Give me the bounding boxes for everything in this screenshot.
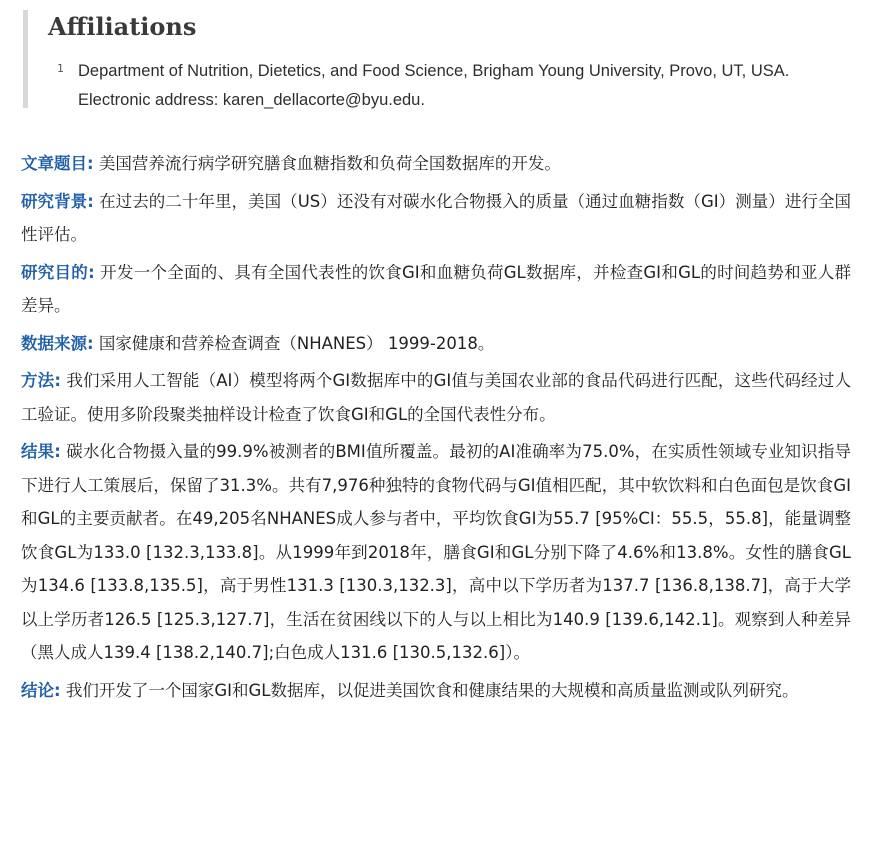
background-label: 研究背景: bbox=[21, 191, 94, 211]
title-paragraph bbox=[21, 147, 851, 181]
data-source-paragraph bbox=[21, 327, 851, 361]
objective-text: 开发一个全面的、具有全国代表性的饮食GI和血糖负荷GL数据库，并检查GI和GL的时间趋势和亚人群差异。 bbox=[21, 262, 851, 315]
objective-paragraph bbox=[21, 256, 851, 323]
results-text: 碳水化合物摄入量的99.9%被测者的BMI值所覆盖。最初的AI准确率为75.0%，在实质性领域专业知识指导下进行人工策展后，保留了31.3%。共有7,976种独特的食物代码与GI值相匹配，其中软饮料和白色面包是饮食GI和GL的主要贡献者。在49,205名NHANES成人参与者中，平均饮食GI为55.7 [95%CI：55.5，55.8]，能量调整饮食GL为133.0 [132.3,133.8]。从1999年到2018年，膳食GI和GL分别下降了4.6%和13.8%。女性的膳食GL为134.6 [133.8,135.5]，高于男性131.3 [130.3,132.3]，高中以下学历者为137.7 [136.8,138.7]，高于大学以上学历者126.5 [125.3,127.7]，生活在贫困线以下的人与以上相比为140.9 [139.6,142.1]。观察到人种差异（黑人成人139.4 [138.2,140.7];白色成人131.6 [130.5,132.6]）。 bbox=[21, 442, 851, 662]
affiliation-number: 1 bbox=[57, 62, 64, 75]
data-source-text: 国家健康和营养检查调查（NHANES） 1999-2018。 bbox=[93, 333, 495, 353]
title-label: 文章题目: bbox=[21, 154, 94, 173]
background-text: 在过去的二十年里，美国（US）还没有对碳水化合物摄入的质量（通过血糖指数（GI）测量）进行全国性评估。 bbox=[21, 191, 851, 244]
affiliations-heading: Affiliations bbox=[48, 12, 197, 41]
methods-label: 方法: bbox=[21, 371, 61, 390]
title-text: 美国营养流行病学研究膳食血糖指数和负荷全国数据库的开发。 bbox=[93, 154, 561, 173]
methods-paragraph bbox=[21, 364, 851, 431]
background-paragraph bbox=[21, 185, 851, 252]
conclusion-label: 结论: bbox=[21, 680, 61, 700]
conclusion-paragraph bbox=[21, 674, 851, 708]
results-label: 结果: bbox=[21, 442, 61, 461]
objective-label: 研究目的: bbox=[21, 262, 95, 282]
affiliation-text: Department of Nutrition, Dietetics, and Food Science, Brigham Young University, Provo, UT, USA. Electronic address: karen_dellacorte@byu.edu. bbox=[78, 62, 790, 109]
methods-text: 我们采用人工智能（AI）模型将两个GI数据库中的GI值与美国农业部的食品代码进行匹配，这些代码经过人工验证。使用多阶段聚类抽样设计检查了饮食GI和GL的全国代表性分布。 bbox=[21, 371, 851, 424]
conclusion-text: 我们开发了一个国家GI和GL数据库，以促进美国饮食和健康结果的大规模和高质量监测或队列研究。 bbox=[60, 680, 799, 700]
results-paragraph bbox=[21, 435, 851, 670]
affiliations-section bbox=[23, 10, 863, 108]
data-source-label: 数据来源: bbox=[21, 333, 94, 353]
chinese-abstract bbox=[21, 147, 851, 711]
